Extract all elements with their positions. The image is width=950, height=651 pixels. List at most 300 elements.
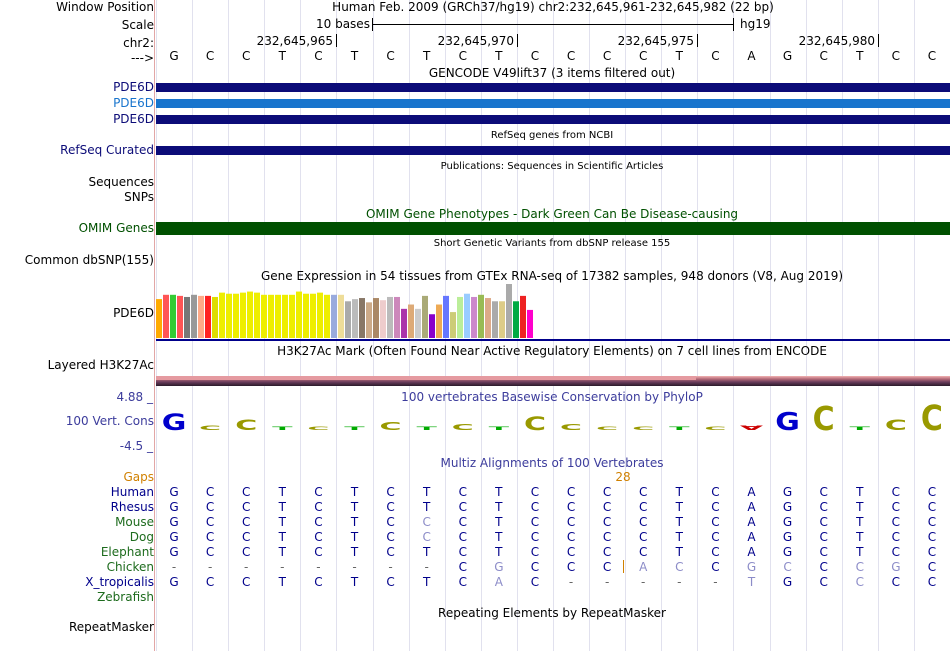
alignment-base: T xyxy=(422,485,431,499)
alignment-base: T xyxy=(495,500,503,514)
alignment-base: A xyxy=(747,545,756,559)
alignment-base: G xyxy=(782,530,793,544)
gtex-tissue-bar[interactable] xyxy=(520,296,526,338)
alignment-base: C xyxy=(927,545,937,559)
alignment-base: T xyxy=(675,485,683,499)
alignment-base: C xyxy=(530,500,540,514)
alignment-base: T xyxy=(675,515,683,529)
gtex-tissue-bar[interactable] xyxy=(429,314,435,338)
alignment-base: - xyxy=(641,575,646,589)
alignment-base: T xyxy=(495,485,503,499)
species-label[interactable]: Elephant xyxy=(100,545,154,559)
conservation-base-glyph: T xyxy=(488,426,510,432)
alignment-base: T xyxy=(278,530,286,544)
conservation-logo[interactable] xyxy=(156,400,950,452)
alignment-base: T xyxy=(495,515,503,529)
alignment-base: T xyxy=(856,485,864,499)
alignment-base: C xyxy=(458,485,467,499)
gtex-tissue-bar[interactable] xyxy=(303,294,309,338)
gtex-tissue-bar[interactable] xyxy=(506,284,512,338)
gtex-tissue-bar[interactable] xyxy=(345,301,351,338)
refseq-label[interactable]: RefSeq Curated xyxy=(60,143,154,157)
gtex-tissue-bar[interactable] xyxy=(261,295,267,338)
alignment-base: C xyxy=(242,575,251,589)
alignment-base: T xyxy=(856,500,864,514)
sequence-base: C xyxy=(242,49,251,63)
gtex-tissue-bar[interactable] xyxy=(282,295,288,338)
sequence-base: C xyxy=(386,49,395,63)
conservation-base-glyph: C xyxy=(596,426,619,432)
scale-text: 10 bases xyxy=(316,17,370,31)
alignment-base: G xyxy=(169,515,179,529)
sequence-base: T xyxy=(278,49,286,63)
alignment-base: G xyxy=(782,485,793,499)
conservation-base-glyph: T xyxy=(669,426,690,432)
alignment-base: C xyxy=(711,545,720,559)
omim-label[interactable]: OMIM Genes xyxy=(78,221,154,235)
repeatmasker-label[interactable]: RepeatMasker xyxy=(68,620,154,634)
gtex-tissue-bar[interactable] xyxy=(513,301,519,338)
alignment-base: C xyxy=(205,515,215,529)
label-separator xyxy=(154,0,155,651)
alignment-base: C xyxy=(386,530,395,544)
sequence-base: C xyxy=(566,49,576,63)
dbsnp-label[interactable]: Common dbSNP(155) xyxy=(24,253,154,267)
gtex-bar-chart[interactable] xyxy=(156,284,556,338)
gtex-tissue-bar[interactable] xyxy=(373,298,379,338)
alignment-base: C xyxy=(422,515,431,529)
omim-gene-bar[interactable] xyxy=(156,222,950,235)
alignment-base: T xyxy=(856,515,864,529)
alignment-base: T xyxy=(278,485,286,499)
gencode-transcript-bar[interactable] xyxy=(156,99,950,108)
sequence-base: G xyxy=(782,49,793,63)
alignment-base: T xyxy=(278,575,286,589)
alignment-base: C xyxy=(458,500,467,514)
alignment-base: C xyxy=(927,575,937,589)
species-label[interactable]: Chicken xyxy=(106,560,154,574)
gtex-tissue-bar[interactable] xyxy=(478,295,484,338)
conservation-base-glyph: C xyxy=(199,424,222,432)
alignment-base: A xyxy=(747,515,756,529)
gtex-tissue-bar[interactable] xyxy=(247,292,253,338)
gtex-tissue-bar[interactable] xyxy=(177,296,183,338)
alignment-base: C xyxy=(205,575,215,589)
alignment-base: C xyxy=(314,485,323,499)
alignment-base: C xyxy=(602,530,612,544)
alignment-base: C xyxy=(711,560,720,574)
sequence-base: C xyxy=(711,49,720,63)
conservation-base-glyph: T xyxy=(344,426,365,432)
alignment-base: T xyxy=(675,545,683,559)
chr-label: chr2: xyxy=(123,36,154,50)
alignment-base: C xyxy=(386,515,395,529)
alignment-base: T xyxy=(350,545,359,559)
gtex-tissue-bar[interactable] xyxy=(198,296,204,338)
alignment-base: A xyxy=(747,485,756,499)
alignment-base: T xyxy=(856,545,864,559)
publications-title: Publications: Sequences in Scientific Articles xyxy=(440,161,664,172)
alignment-base: - xyxy=(388,560,393,574)
publications-label-snps[interactable]: SNPs xyxy=(124,190,154,204)
alignment-base: C xyxy=(927,560,937,574)
conservation-base-glyph: C xyxy=(560,422,583,433)
coordinate-label: 232,645,965 xyxy=(256,34,333,48)
alignment-base: C xyxy=(314,545,323,559)
gtex-tissue-bar[interactable] xyxy=(233,294,239,338)
refseq-title: RefSeq genes from NCBI xyxy=(490,130,614,141)
conservation-base-glyph: T xyxy=(849,426,870,432)
gtex-tissue-bar[interactable] xyxy=(422,296,428,338)
alignment-base: C xyxy=(242,545,251,559)
gtex-tissue-bar[interactable] xyxy=(450,312,456,338)
sequence-base: A xyxy=(747,49,756,63)
alignment-base: T xyxy=(350,485,359,499)
gtex-title: Gene Expression in 54 tissues from GTEx RNA-seq of 17382 samples, 948 donors (V8, Aug 2019) xyxy=(260,269,844,283)
alignment-base: C xyxy=(386,500,395,514)
alignment-base: G xyxy=(782,575,793,589)
gtex-tissue-bar[interactable] xyxy=(527,310,533,338)
alignment-base: A xyxy=(494,575,503,589)
conservation-title: 100 vertebrates Basewise Conservation by PhyloP xyxy=(401,390,703,404)
publications-label-sequences[interactable]: Sequences xyxy=(88,175,154,189)
alignment-base: G xyxy=(782,515,793,529)
alignment-base: C xyxy=(891,515,901,529)
alignment-base: C xyxy=(891,485,901,499)
gtex-tissue-bar[interactable] xyxy=(387,297,393,338)
alignment-base: C xyxy=(891,545,901,559)
gtex-tissue-bar[interactable] xyxy=(457,297,463,338)
alignment-base: T xyxy=(350,575,359,589)
alignment-base: T xyxy=(422,575,431,589)
h3k27ac-signal-peak xyxy=(156,376,696,380)
alignment-base: T xyxy=(856,530,864,544)
refseq-gene-bar[interactable] xyxy=(156,146,950,155)
alignment-base: C xyxy=(639,515,648,529)
alignment-base: C xyxy=(205,545,215,559)
sequence-base: C xyxy=(602,49,612,63)
conservation-base-glyph: C xyxy=(379,420,402,433)
window-position-label: Window Position xyxy=(56,0,154,14)
alignment-base: C xyxy=(205,485,215,499)
alignment-base: T xyxy=(350,530,359,544)
alignment-base: C xyxy=(783,560,792,574)
alignment-base: C xyxy=(386,575,395,589)
window-position-value: Human Feb. 2009 (GRCh37/hg19) chr2:232,645,961-232,645,982 (22 bp) xyxy=(332,0,774,14)
gtex-tissue-bar[interactable] xyxy=(338,295,344,338)
alignment-base: C xyxy=(711,485,720,499)
alignment-base: C xyxy=(819,485,828,499)
alignment-base: C xyxy=(314,575,323,589)
gtex-tissue-bar[interactable] xyxy=(401,309,407,338)
gtex-tissue-bar[interactable] xyxy=(366,302,372,338)
gtex-tissue-bar[interactable] xyxy=(359,298,365,338)
sequence-base: C xyxy=(639,49,648,63)
alignment-base: G xyxy=(782,545,793,559)
conservation-base-glyph: G xyxy=(775,408,800,437)
gtex-tissue-bar[interactable] xyxy=(296,292,302,338)
gencode-title: GENCODE V49lift37 (3 items filtered out) xyxy=(428,66,676,80)
alignment-base: G xyxy=(494,560,504,574)
alignment-base: T xyxy=(350,500,359,514)
alignment-base: T xyxy=(675,500,683,514)
species-label[interactable]: Mouse xyxy=(115,515,154,529)
gencode-transcript-label[interactable]: PDE6D xyxy=(113,112,154,126)
omim-title: OMIM Gene Phenotypes - Dark Green Can Be Disease-causing xyxy=(365,207,739,221)
coordinate-tick xyxy=(878,34,879,47)
gtex-gene-label[interactable]: PDE6D xyxy=(113,306,154,320)
alignment-base: A xyxy=(747,530,756,544)
alignment-base: G xyxy=(746,560,757,574)
alignment-base: C xyxy=(819,530,828,544)
gtex-tissue-bar[interactable] xyxy=(268,295,274,338)
gaps-label: Gaps xyxy=(123,470,154,484)
alignment-base: C xyxy=(891,530,901,544)
gtex-tissue-bar[interactable] xyxy=(415,309,421,338)
alignment-base: T xyxy=(278,515,286,529)
gtex-tissue-bar[interactable] xyxy=(240,293,246,338)
alignment-base: T xyxy=(422,500,431,514)
alignment-base: C xyxy=(891,500,901,514)
sequence-base: T xyxy=(350,49,359,63)
alignment-base: C xyxy=(927,485,937,499)
conservation-base-glyph: C xyxy=(235,416,258,434)
alignment-base: C xyxy=(314,515,323,529)
alignment-base: T xyxy=(495,530,503,544)
gencode-transcript-label[interactable]: PDE6D xyxy=(113,96,154,110)
gtex-tissue-bar[interactable] xyxy=(226,294,232,338)
alignment-base: - xyxy=(424,560,429,574)
alignment-base: - xyxy=(244,560,249,574)
repeatmasker-title: Repeating Elements by RepeatMasker xyxy=(438,606,666,620)
alignment-base: C xyxy=(819,545,828,559)
gap-marker xyxy=(623,560,624,573)
scale-bar-end xyxy=(733,18,734,31)
coordinate-label: 232,645,975 xyxy=(617,34,694,48)
alignment-base: C xyxy=(386,485,395,499)
alignment-base: C xyxy=(855,575,864,589)
species-label[interactable]: X_tropicalis xyxy=(85,575,154,589)
alignment-base: C xyxy=(566,545,576,559)
alignment-base: C xyxy=(819,575,828,589)
h3k27ac-title: H3K27Ac Mark (Often Found Near Active Regulatory Elements) on 7 cell lines from ENCODE xyxy=(277,344,827,358)
gtex-tissue-bar[interactable] xyxy=(184,297,190,338)
alignment-base: C xyxy=(602,500,612,514)
alignment-base: C xyxy=(314,530,323,544)
gtex-tissue-bar[interactable] xyxy=(212,297,218,338)
gtex-tissue-bar[interactable] xyxy=(492,301,498,338)
conservation-base-glyph: C xyxy=(307,426,330,432)
sequence-base: G xyxy=(169,49,179,63)
alignment-base: C xyxy=(422,530,431,544)
sequence-base: C xyxy=(458,49,467,63)
alignment-base: G xyxy=(782,500,793,514)
gtex-tissue-bar[interactable] xyxy=(380,300,386,338)
alignment-base: C xyxy=(639,545,648,559)
conservation-base-glyph: C xyxy=(704,426,727,432)
gtex-tissue-bar[interactable] xyxy=(485,298,491,338)
alignment-base: C xyxy=(205,500,215,514)
alignment-base: C xyxy=(530,545,540,559)
gtex-tissue-bar[interactable] xyxy=(219,293,225,338)
alignment-base: C xyxy=(675,560,684,574)
sequence-base: C xyxy=(891,49,901,63)
scale-assembly: hg19 xyxy=(740,17,771,31)
alignment-base: - xyxy=(280,560,285,574)
alignment-base: C xyxy=(602,545,612,559)
alignment-base: G xyxy=(169,545,179,559)
gtex-tissue-bar[interactable] xyxy=(443,296,449,338)
alignment-base: C xyxy=(927,500,937,514)
gap-count: 28 xyxy=(615,470,631,484)
alignment-base: C xyxy=(242,485,251,499)
species-label[interactable]: Rhesus xyxy=(110,500,154,514)
alignment-base: - xyxy=(677,575,682,589)
alignment-base: - xyxy=(316,560,321,574)
gtex-tissue-bar[interactable] xyxy=(499,301,505,338)
alignment-base: G xyxy=(169,530,179,544)
gencode-transcript-label[interactable]: PDE6D xyxy=(113,80,154,94)
h3k27ac-label[interactable]: Layered H3K27Ac xyxy=(47,358,154,372)
scale-label: Scale xyxy=(121,18,154,32)
alignment-base: - xyxy=(568,575,574,589)
alignment-base: - xyxy=(352,560,357,574)
alignment-base: C xyxy=(386,545,395,559)
alignment-base: T xyxy=(675,530,683,544)
alignment-base: C xyxy=(566,515,576,529)
alignment-base: C xyxy=(819,560,828,574)
alignment-base: - xyxy=(713,575,718,589)
alignment-base: T xyxy=(422,545,431,559)
conservation-min: -4.5 _ xyxy=(119,439,153,453)
conservation-base-glyph: C xyxy=(523,412,546,435)
multiz-title: Multiz Alignments of 100 Vertebrates xyxy=(440,456,664,470)
alignment-base: G xyxy=(169,500,179,514)
gtex-tissue-bar[interactable] xyxy=(156,299,162,338)
sequence-base: C xyxy=(530,49,540,63)
conservation-base-glyph: T xyxy=(416,426,437,432)
alignment-base: G xyxy=(891,560,901,574)
gtex-tissue-bar[interactable] xyxy=(408,305,414,338)
alignment-base: C xyxy=(711,500,720,514)
alignment-base: C xyxy=(566,500,576,514)
alignment-base: C xyxy=(458,530,467,544)
conservation-label[interactable]: 100 Vert. Cons xyxy=(65,414,154,428)
gtex-tissue-bar[interactable] xyxy=(352,299,358,338)
alignment-base: C xyxy=(530,560,540,574)
alignment-base: C xyxy=(566,530,576,544)
alignment-base: A xyxy=(639,560,648,574)
alignment-base: T xyxy=(278,545,286,559)
scale-bar xyxy=(372,24,733,25)
conservation-base-glyph: C xyxy=(632,426,655,432)
gtex-tissue-bar[interactable] xyxy=(436,305,442,338)
coordinate-tick xyxy=(697,34,698,47)
gtex-tissue-bar[interactable] xyxy=(163,295,169,338)
alignment-base: C xyxy=(711,515,720,529)
gtex-tissue-bar[interactable] xyxy=(394,297,400,338)
alignment-base: C xyxy=(711,530,720,544)
alignment-base: A xyxy=(747,500,756,514)
alignment-base: C xyxy=(639,500,648,514)
alignment-base: C xyxy=(530,485,540,499)
gtex-tissue-bar[interactable] xyxy=(324,295,330,338)
sequence-base: C xyxy=(205,49,215,63)
alignment-base: C xyxy=(205,530,215,544)
gtex-tissue-bar[interactable] xyxy=(205,296,211,338)
gtex-tissue-bar[interactable] xyxy=(254,293,260,338)
gtex-tissue-bar[interactable] xyxy=(191,295,197,338)
alignment-base: C xyxy=(891,575,901,589)
alignment-base: C xyxy=(819,500,828,514)
coordinate-label: 232,645,980 xyxy=(798,34,875,48)
alignment-base: T xyxy=(495,545,503,559)
gencode-transcript-bar[interactable] xyxy=(156,83,950,92)
alignment-base: C xyxy=(639,485,648,499)
sequence-base: C xyxy=(314,49,323,63)
gtex-tissue-bar[interactable] xyxy=(317,293,323,338)
gtex-tissue-bar[interactable] xyxy=(471,297,477,338)
alignment-base: C xyxy=(458,545,467,559)
coordinate-label: 232,645,970 xyxy=(437,34,514,48)
alignment-base: C xyxy=(566,485,576,499)
alignment-base: - xyxy=(604,575,610,589)
alignment-base: C xyxy=(530,515,540,529)
conservation-base-glyph: C xyxy=(920,400,943,439)
conservation-base-glyph: C xyxy=(884,416,907,434)
alignment-base: C xyxy=(458,515,467,529)
conservation-base-glyph: C xyxy=(812,400,835,439)
gtex-tissue-bar[interactable] xyxy=(275,295,281,338)
alignment-base: C xyxy=(242,515,251,529)
species-label[interactable]: Human xyxy=(110,485,154,499)
alignment-base: C xyxy=(530,575,540,589)
scale-bar-start xyxy=(372,18,373,31)
dbsnp-title: Short Genetic Variants from dbSNP release 155 xyxy=(433,238,671,249)
alignment-base: C xyxy=(602,560,612,574)
strand-label: ---> xyxy=(130,51,154,65)
alignment-base: C xyxy=(530,530,540,544)
gtex-tissue-bar[interactable] xyxy=(331,295,337,338)
alignment-base: C xyxy=(927,515,937,529)
alignment-base: C xyxy=(242,530,251,544)
sequence-base: C xyxy=(819,49,828,63)
sequence-base: T xyxy=(422,49,431,63)
alignment-base: T xyxy=(747,575,756,589)
alignment-base: C xyxy=(602,515,612,529)
species-label[interactable]: Zebrafish xyxy=(97,590,154,604)
sequence-base: C xyxy=(927,49,937,63)
alignment-base: C xyxy=(458,560,467,574)
gtex-tissue-bar[interactable] xyxy=(464,294,470,338)
alignment-base: C xyxy=(602,485,612,499)
sequence-base: T xyxy=(675,49,683,63)
alignment-base: C xyxy=(314,500,323,514)
sequence-base: T xyxy=(856,49,864,63)
conservation-base-glyph: A xyxy=(739,423,764,431)
alignment-base: C xyxy=(855,560,864,574)
conservation-base-glyph: G xyxy=(161,409,187,436)
gtex-tissue-bar[interactable] xyxy=(289,295,295,338)
sequence-base: T xyxy=(495,49,503,63)
alignment-base: G xyxy=(169,485,179,499)
conservation-base-glyph: T xyxy=(272,426,293,432)
gencode-transcript-bar[interactable] xyxy=(156,115,950,124)
species-label[interactable]: Dog xyxy=(129,530,154,544)
alignment-base: C xyxy=(242,500,251,514)
gtex-tissue-bar[interactable] xyxy=(170,295,176,338)
gtex-tissue-bar[interactable] xyxy=(310,294,316,338)
